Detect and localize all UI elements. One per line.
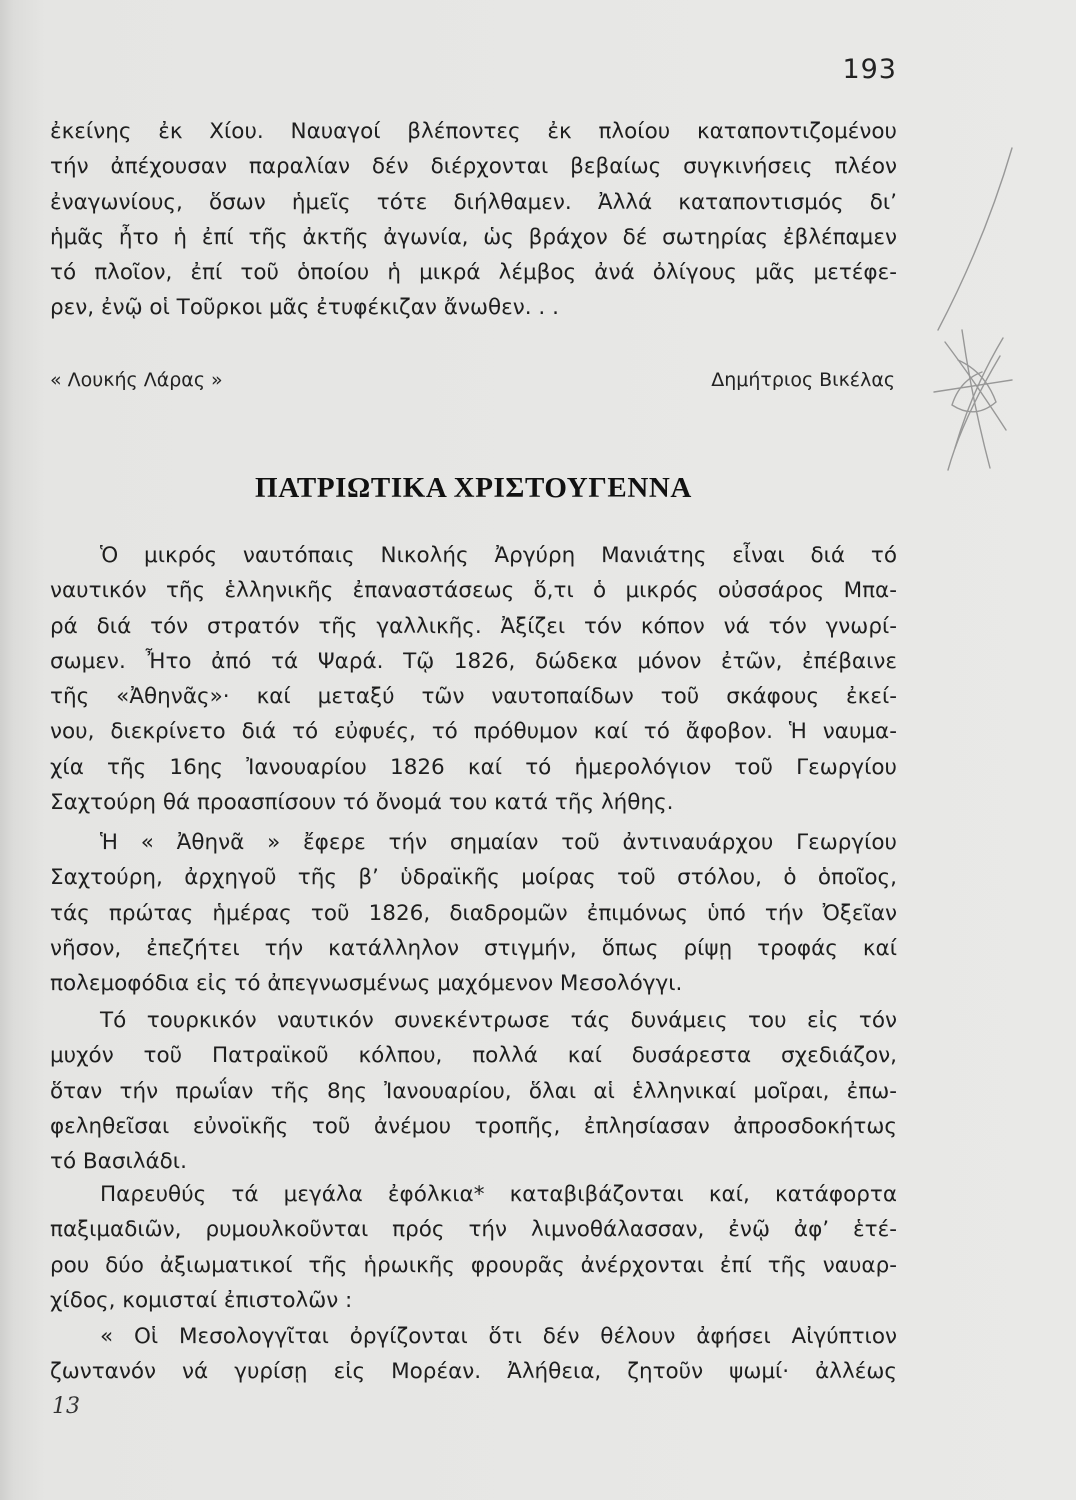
text-line: ζωντανόν νά γυρίσῃ εἰς Μορέαν. Ἀλήθεια, ζητοῦν ψωμί· ἀλλέως [50, 1359, 897, 1385]
text-line: νῆσον, ἐπεζήτει τήν κατάλληλον στιγμήν, ὅπως ρίψῃ τροφάς καί [50, 935, 897, 961]
text-line: τό Βασιλάδι. [50, 1149, 187, 1175]
text-line: ἡμᾶς ἦτο ἡ ἐπί τῆς ἀκτῆς ἀγωνία, ὡς βράχον δέ σωτηρίας ἐβλέπαμεν [50, 224, 897, 250]
text-line: ρά διά τόν στρατόν τῆς γαλλικῆς. Ἀξίζει τόν κόπον νά τόν γνωρί- [50, 613, 897, 639]
text-line: Σαχτούρη, ἀρχηγοῦ τῆς β’ ὑδραϊκῆς μοίρας τοῦ στόλου, ὁ ὁποῖος, [50, 865, 897, 891]
paragraph [50, 1177, 897, 1318]
text-line: ρεν, ἐνῷ οἱ Τοῦρκοι μᾶς ἐτυφέκιζαν ἄνωθεν. . . [50, 295, 559, 321]
text-line: τήν ἀπέχουσαν παραλίαν δέν διέρχονται βεβαίως συγκινήσεις πλέον [50, 154, 897, 180]
source-author: Δημήτριος Βικέλας [711, 369, 895, 391]
text-line: Παρευθύς τά μεγάλα ἐφόλκια* καταβιβάζονται καί, κατάφορτα [100, 1182, 897, 1207]
text-line: Τό τουρκικόν ναυτικόν συνεκέντρωσε τάς δυνάμεις του εἰς τόν [100, 1008, 897, 1033]
text-line: μυχόν τοῦ Πατραϊκοῦ κόλπου, πολλά καί δυσάρεστα σχεδιάζον, [50, 1043, 897, 1069]
text-line: παξιμαδιῶν, ρυμουλκοῦνται πρός τήν λιμνοθάλασσαν, ἐνῷ ἀφ’ ἑτέ- [50, 1217, 897, 1243]
source-citation [50, 363, 895, 398]
text-line: πολεμοφόδια εἰς τό ἀπεγνωσμένως μαχόμενον Μεσολόγγι. [50, 971, 683, 997]
paragraph [50, 825, 897, 1001]
text-line: « Οἱ Μεσολογγῖται ὀργίζονται ὅτι δέν θέλουν ἀφήσει Αἰγύπτιον [100, 1324, 897, 1349]
text-line: Σαχτούρη θά προασπίσουν τό ὄνομά του κατά τῆς λήθης. [50, 790, 674, 816]
text-line: τάς πρώτας ἡμέρας τοῦ 1826, διαδρομῶν ἐπιμόνως ὑπό τήν Ὀξεῖαν [50, 900, 897, 926]
text-line: χία τῆς 16ης Ἰανουαρίου 1826 καί τό ἡμερολόγιον τοῦ Γεωργίου [50, 754, 897, 780]
source-title: « Λουκής Λάρας » [50, 369, 223, 391]
text-line: Ἡ « Ἀθηνᾶ » ἔφερε τήν σημαίαν τοῦ ἀντιναυάρχου Γεωργίου [100, 830, 897, 855]
text-line: ἐκείνης ἐκ Χίου. Ναυαγοί βλέποντες ἐκ πλοίου καταποντιζομένου [50, 119, 897, 144]
text-line: τό πλοῖον, ἐπί τοῦ ὁποίου ἡ μικρά λέμβος ἀνά ὀλίγους μᾶς μετέφε- [50, 260, 897, 286]
paragraph [50, 538, 897, 820]
section-heading: ΠΑΤΡΙΩΤΙΚΑ ΧΡΙΣΤΟΥΓΕΝΝΑ [255, 472, 692, 504]
text-line: νου, διεκρίνετο διά τό εὐφυές, τό πρόθυμον καί τό ἄφοβον. Ἡ ναυμα- [50, 719, 897, 745]
text-line: σωμεν. Ἦτο ἀπό τά Ψαρά. Τῷ 1826, δώδεκα μόνον ἐτῶν, ἐπέβαινε [50, 648, 897, 674]
text-line: φεληθεῖσαι εὐνοϊκῆς τοῦ ἀνέμου τροπῆς, ἐπλησίασαν ἀπροσδοκήτως [50, 1113, 897, 1139]
text-line: τῆς «Ἀθηνᾶς»· καί μεταξύ τῶν ναυτοπαίδων τοῦ σκάφους ἐκεί- [50, 684, 897, 710]
text-line: ὅταν τήν πρωΐαν τῆς 8ης Ἰανουαρίου, ὅλαι αἱ ἑλληνικαί μοῖραι, ἐπω- [50, 1078, 897, 1104]
text-line: χίδος, κομισταί ἐπιστολῶν : [50, 1287, 353, 1313]
paragraph [50, 1003, 897, 1179]
signature-mark: 13 [52, 1394, 80, 1419]
text-line: ἐναγωνίους, ὅσων ἡμεῖς τότε διήλθαμεν. Ἀλλά καταποντισμός δι’ [50, 189, 897, 215]
text-line: ναυτικόν τῆς ἑλληνικῆς ἐπαναστάσεως ὅ,τι ὁ μικρός οὐσσάρος Μπα- [50, 578, 897, 604]
passage-excerpt [50, 114, 897, 326]
text-line: ρου δύο ἀξιωματικοί τῆς ἡρωικῆς φρουρᾶς ἀνέρχονται ἐπί τῆς ναυαρ- [50, 1252, 897, 1278]
text-line: Ὁ μικρός ναυτόπαις Νικολής Ἀργύρη Μανιάτης εἶναι διά τό [100, 543, 897, 568]
paragraph [50, 1319, 897, 1390]
page-number: 193 [842, 54, 897, 85]
